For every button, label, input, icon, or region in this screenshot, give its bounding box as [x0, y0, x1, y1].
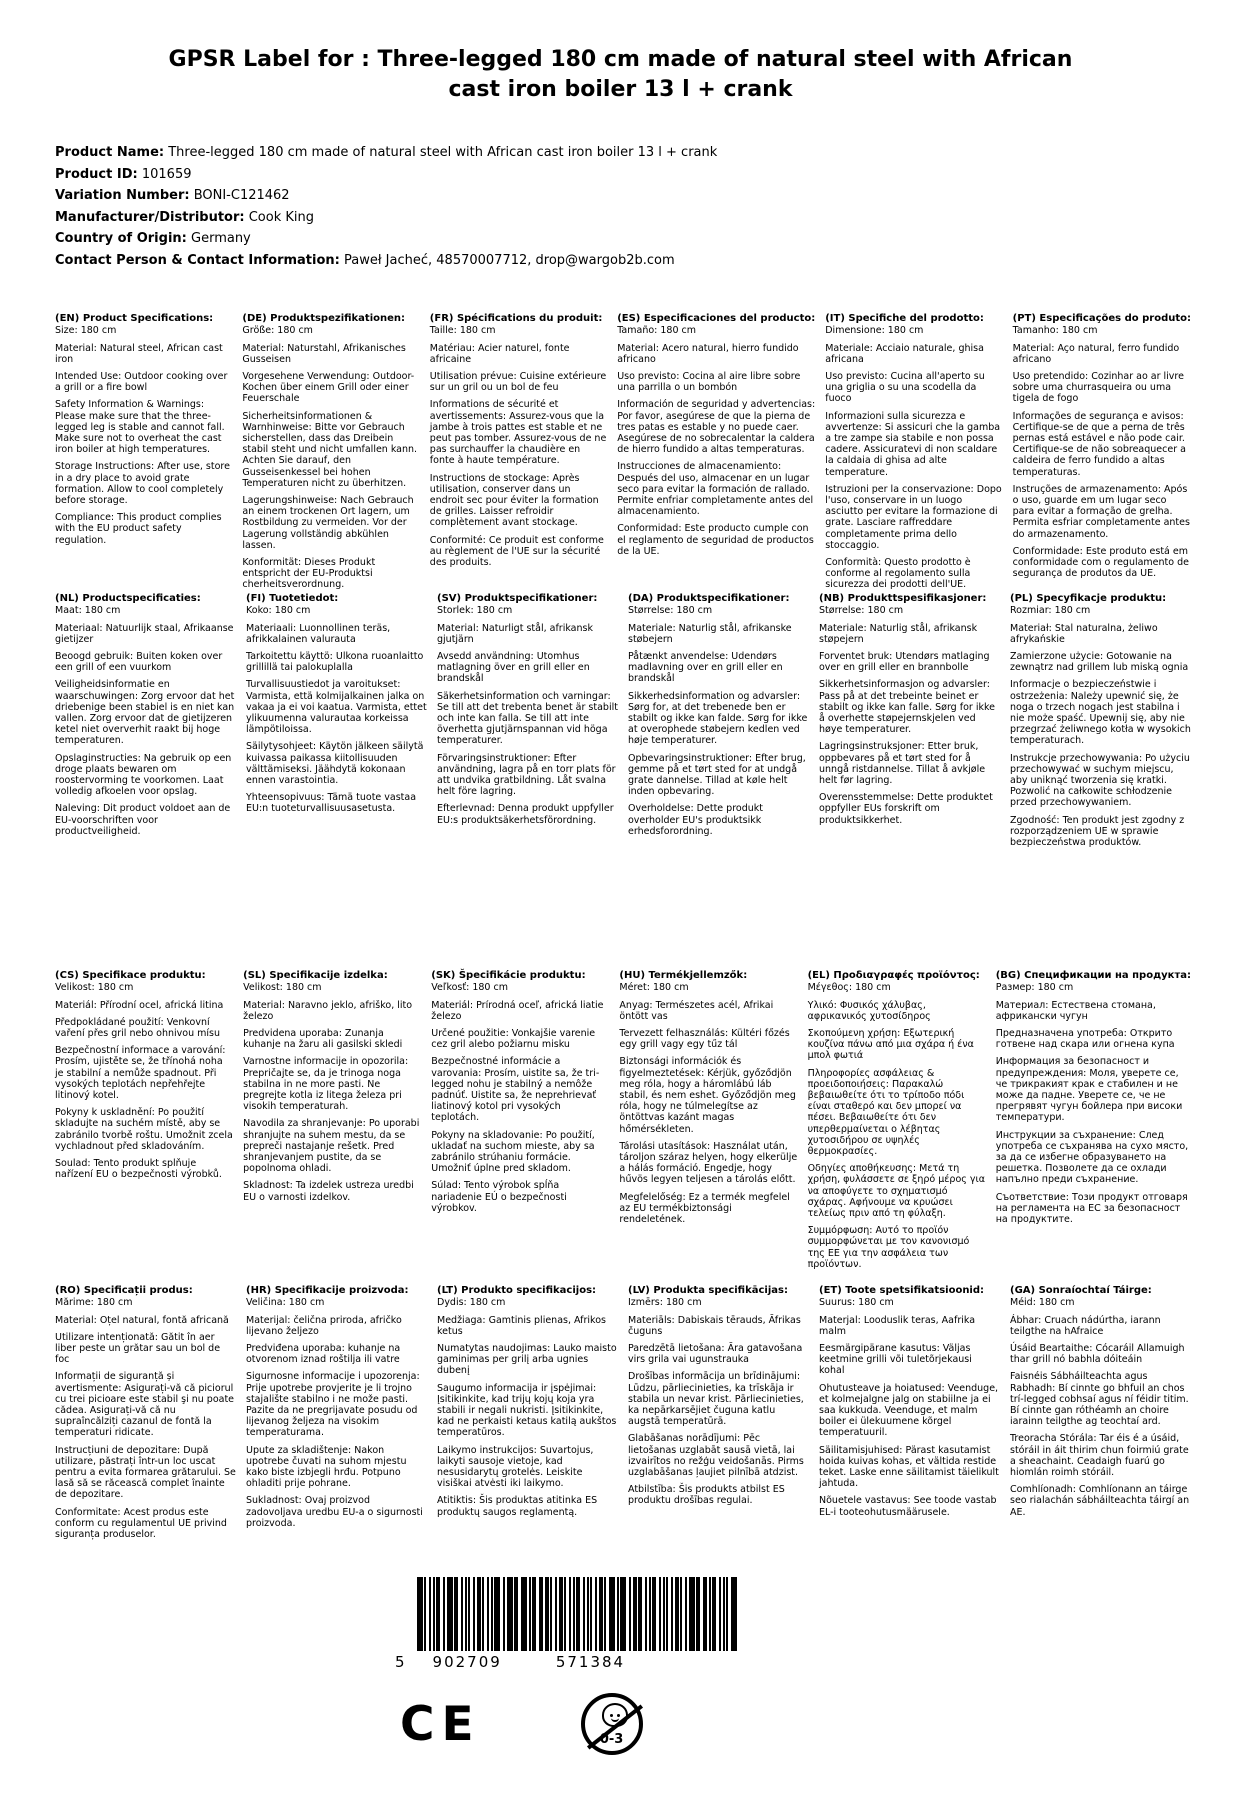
language-section-header: (ET) Toote spetsifikatsioonid:: [819, 1285, 985, 1297]
language-section-el: [808, 970, 986, 1270]
section-paragraph: Utilisation prévue: Cuisine extérieure sur un gril ou un bol de feu: [429, 370, 607, 394]
section-paragraph: Soulad: Tento produkt splňuje nařízení EU o bezpečnosti výrobků.: [55, 1158, 222, 1181]
section-paragraph: Atitiktis: Šis produktas atitinka ES produktų saugos reglamentą.: [437, 1495, 598, 1518]
section-paragraph: Bezpečnostní informace a varování: Prosím, ujistěte se, že třínohá noha je stabilní a nemůže spadnout. Při vysokých teplotách nepřehřejte litinový kotel.: [55, 1045, 226, 1101]
language-section-header: (IT) Specifiche del prodotto:: [825, 313, 984, 325]
section-paragraph: Compliance: This product complies with the EU product safety regulation.: [55, 512, 222, 546]
section-paragraph: Izmērs: 180 cm: [628, 1297, 702, 1309]
section-paragraph: Предназначена употреба: Открито готвене над скара или огнена купа: [995, 1027, 1175, 1051]
section-paragraph: Megfelelőség: Ez a termék megfelel az EU termékbiztonsági rendeletének.: [619, 1191, 790, 1226]
section-paragraph: Anyag: Természetes acél, Afrikai öntött vas: [619, 999, 774, 1022]
section-paragraph: Conformité: Ce produit est conforme au règlement de l'UE sur la sécurité des produits.: [429, 534, 604, 569]
language-section-header: (DA) Produktspecifikationer:: [628, 593, 790, 605]
language-section-header: (EN) Product Specifications:: [55, 313, 214, 325]
section-paragraph: Utilizare intenționată: Gătit în aer liber peste un grătar sau un bol de foc: [55, 1331, 221, 1366]
language-section-da: [628, 593, 809, 837]
section-paragraph: Materiál: Prírodná oceľ, africká liatie železo: [431, 999, 604, 1022]
section-paragraph: Informacje o bezpieczeństwie i ostrzeżenia: Należy upewnić się, że noga o trzech nogach jest stabilna i nie może spaść. Upewnij się, aby nie przegrzać żeliwnego kotła w wysokich temperaturach.: [1010, 679, 1191, 747]
section-paragraph: Materiale: Naturlig stål, afrikansk støpejern: [819, 622, 978, 645]
language-section-nb: [819, 593, 1000, 825]
language-section-header: (EL) Προδιαγραφές προϊόντος:: [807, 970, 980, 982]
section-paragraph: Zamierzone użycie: Gotowanie na zewnątrz nad grillem lub miską ognia: [1010, 650, 1189, 674]
section-paragraph: Ábhar: Cruach nádúrtha, iarann teilgthe na hAfraice: [1010, 1314, 1161, 1337]
section-paragraph: Biztonsági információk és figyelmeztetések: Kérjük, győződjön meg róla, hogy a háromlábú láb stabil, és nem eshet. Győződjön meg róla, hogy ne túlmelegítse az öntöttvas kazánt magas hőmérsékleten.: [619, 1056, 796, 1135]
section-paragraph: Koko: 180 cm: [246, 605, 311, 617]
section-paragraph: Conformidad: Este producto cumple con el reglamento de seguridad de productos de la UE.: [617, 523, 814, 557]
section-paragraph: Storlek: 180 cm: [437, 605, 513, 617]
section-paragraph: Avsedd användning: Utomhus matlagning över en grill eller en brandskål: [437, 650, 590, 685]
language-section-header: (HR) Specifikacije proizvoda:: [246, 1285, 409, 1297]
section-paragraph: Informations de sécurité et avertissements: Assurez-vous que la jambe à trois pattes est stable et ne peut pas tomber. Assurez-vous de ne pas surchauffer la chaudière en fonte à haute température.: [429, 399, 607, 467]
manufacturer-value: Cook King: [248, 209, 315, 225]
section-paragraph: Material: Naturstahl, Afrikanisches Gusseisen: [242, 342, 406, 365]
language-section-lt: [437, 1285, 618, 1517]
section-paragraph: Medžiaga: Gamtinis plienas, Afrikos ketus: [437, 1314, 606, 1337]
language-section-ga: [1010, 1285, 1191, 1517]
barcode-digit-group2: 571384: [555, 1653, 626, 1672]
section-paragraph: Conformidade: Este produto está em conformidade com o regulamento de segurança de produtos da UE.: [1012, 545, 1189, 580]
section-paragraph: Předpokládané použití: Venkovní vaření přes gril nebo ohnivou mísu: [55, 1016, 221, 1039]
section-paragraph: Varnostne informacije in opozorila: Prepričajte se, da je trinoga noga stabilna in ne more pasti. Ne pregrejte kotla iz litega železa pri visokih temperaturah.: [243, 1056, 409, 1113]
section-paragraph: Faisnéis Sábháilteachta agus Rabhadh: Bí cinnte go bhfuil an chos trí-legged cobhsaí agus ní féidir titim. Bí cinnte gan róthéamh an choire iarainn teilgthe ag teochtaí ard.: [1010, 1371, 1189, 1428]
section-paragraph: Materijal: čelična priroda, afričko lijevano željezo: [246, 1314, 402, 1337]
product-id-value: 101659: [141, 166, 192, 182]
section-paragraph: Instrukcje przechowywania: Po użyciu przechowywać w suchym miejscu, aby uniknąć tworzenia się kratki. Pozwolić na całkowite schłodzenie przed przechowywaniem.: [1010, 752, 1190, 809]
section-paragraph: Navodila za shranjevanje: Po uporabi shranjujte na suhem mestu, da se prepreči nastajanje rešetk. Pred shranjevanjem pustite, da se popolnoma ohladi.: [243, 1118, 420, 1175]
barcode-digit-left: 5: [395, 1653, 407, 1672]
section-paragraph: Размер: 180 cm: [995, 982, 1074, 994]
product-name-value: Three-legged 180 cm made of natural steel with African cast iron boiler 13 l + crank: [168, 145, 718, 161]
section-paragraph: Dydis: 180 cm: [437, 1297, 506, 1309]
language-section-fr: [430, 313, 607, 568]
section-paragraph: Material: Acero natural, hierro fundido africano: [617, 342, 799, 365]
product-name-line: [55, 142, 1186, 164]
section-paragraph: Informações de segurança e avisos: Certifique-se de que a perna de três pernas está estável e não pode cair. Certifique-se de não sobreaquecer a caldeira de ferro fundido a altas temperaturas.: [1012, 410, 1186, 478]
barcode-digit-group1: 902709: [432, 1653, 502, 1672]
section-paragraph: Förvaringsinstruktioner: Efter användning, lagra på en torr plats för att undvika gratbildning. Låt svalna helt före lagring.: [437, 752, 616, 798]
language-section-fi: [246, 593, 427, 814]
language-section-header: (SK) Špecifikácie produktu:: [431, 970, 586, 982]
section-paragraph: Comhlíonadh: Comhlíonann an táirge seo rialachán sábháilteachta táirgí an AE.: [1010, 1484, 1190, 1518]
section-paragraph: Größe: 180 cm: [242, 325, 313, 337]
language-grid-row-1: [55, 313, 1191, 593]
section-paragraph: Rozmiar: 180 cm: [1010, 605, 1091, 617]
variation-number-line: [55, 185, 1186, 207]
section-paragraph: Forventet bruk: Utendørs matlaging over en grill eller en brannbolle: [819, 650, 990, 674]
section-paragraph: Drošības informācija un brīdinājumi: Lūdzu, pārliecinieties, ka trīskāja ir stabila un nevar krist. Pārliecinieties, ka nepārkarsējiet čuguna katlu augstā temperatūrā.: [628, 1371, 804, 1428]
section-paragraph: Treoracha Stórála: Tar éis é a úsáid, stóráil in áit thirim chun foirmiú grate a sheachaint. Ceadaigh fuarú go hiomlán roimh stóráil.: [1010, 1433, 1189, 1479]
product-id-label: Product ID:: [55, 166, 138, 182]
section-paragraph: Informazioni sulla sicurezza e avvertenze: Si assicuri che la gamba a tre zampe sia stabile e non possa cadere. Assicuratevi di non scaldare la caldaia di ghisa ad alte temperature.: [825, 410, 1001, 478]
language-section-cs: [55, 970, 233, 1180]
section-paragraph: Material: Aço natural, ferro fundido africano: [1012, 342, 1180, 365]
section-paragraph: Materjal: Looduslik teras, Aafrika malm: [819, 1314, 976, 1337]
section-paragraph: Material: Naravno jeklo, afriško, lito železo: [243, 999, 413, 1022]
section-paragraph: Numatytas naudojimas: Lauko maisto gaminimas per grilį arba ugnies dubenį: [437, 1342, 617, 1377]
section-paragraph: Instrucțiuni de depozitare: După utilizare, păstrați într-un loc uscat pentru a evita formarea grătarului. Se lasă să se răcească complet înainte de depozitare.: [55, 1444, 236, 1501]
language-grid-row-4: [55, 1285, 1191, 1563]
section-paragraph: Maat: 180 cm: [55, 605, 121, 617]
section-paragraph: Bezpečnostné informácie a varovania: Prosím, uistite sa, že tri-legged nohu je stabilný a nemôže padnúť. Uistite sa, že neprehrievať liatinový kotol pri vysokých teplotách.: [431, 1056, 600, 1124]
section-paragraph: Súlad: Tento výrobok spĺňa nariadenie EÚ o bezpečnosti výrobkov.: [431, 1180, 567, 1214]
section-paragraph: Vorgesehene Verwendung: Outdoor-Kochen über einem Grill oder einer Feuerschale: [242, 370, 415, 405]
language-section-header: (PL) Specyfikacje produktu:: [1010, 593, 1167, 605]
language-section-pl: [1010, 593, 1191, 848]
age-warning-icon: [581, 1693, 643, 1755]
section-paragraph: Materiale: Naturlig stål, afrikanske støbejern: [628, 622, 792, 645]
language-section-header: (SL) Specifikacije izdelka:: [243, 970, 388, 982]
section-paragraph: Materiāls: Dabiskais tērauds, Āfrikas čuguns: [628, 1314, 801, 1337]
section-paragraph: Sukladnost: Ovaj proizvod zadovoljava uredbu EU-a o sigurnosti proizvoda.: [246, 1495, 423, 1529]
language-section-hu: [619, 970, 797, 1225]
section-paragraph: Veľkosť: 180 cm: [431, 982, 508, 994]
language-section-header: (BG) Спецификации на продукта:: [995, 970, 1191, 982]
section-paragraph: Materiaali: Luonnollinen teräs, afrikkalainen valurauta: [246, 622, 391, 645]
product-info-block: [55, 142, 1186, 271]
section-paragraph: Υλικό: Φυσικός χάλυβας, αφρικανικός χυτοσίδηρος: [807, 999, 931, 1022]
section-paragraph: Informații de siguranță și avertismente: Asigurați-vă că piciorul cu trei picioare este stabil şi nu poate cădea. Asigurați-vă că nu supraîncălziți cazanul de fontă la temperaturi ridicate.: [55, 1371, 235, 1439]
section-paragraph: Beoogd gebruik: Buiten koken over een grill of een vuurkom: [55, 650, 223, 674]
section-paragraph: Съответствие: Този продукт отговаря на регламента на ЕС за безопасност на продуктите.: [995, 1191, 1188, 1226]
section-paragraph: Intended Use: Outdoor cooking over a grill or a fire bowl: [55, 370, 228, 394]
section-paragraph: Opslaginstructies: Na gebruik op een droge plaats bewaren om roostervorming te voorkomen. Laat volledig afkoelen voor opslag.: [55, 752, 232, 798]
language-section-bg: [996, 970, 1191, 1225]
section-paragraph: Eesmärgipärane kasutus: Väljas keetmine grilli või tuletõrjekausi kohal: [819, 1342, 972, 1377]
section-paragraph: Size: 180 cm: [55, 325, 117, 337]
language-section-header: (LV) Produkta specifikācijas:: [628, 1285, 788, 1297]
variation-number-value: BONI-C121462: [193, 188, 290, 204]
section-paragraph: Velikost: 180 cm: [55, 982, 134, 994]
section-paragraph: Overholdelse: Dette produkt overholder EU's produktsikk erhedsforordning.: [628, 803, 763, 837]
section-paragraph: Istruzioni per la conservazione: Dopo l'uso, conservare in un luogo asciutto per evitare la formazione di grate. Lasciare raffreddare completamente prima dello stoccaggio.: [825, 483, 1002, 551]
section-paragraph: Uso previsto: Cocina al aire libre sobre una parrilla o un bombón: [617, 370, 801, 394]
section-paragraph: Sicherheitsinformationen & Warnhinweise: Bitte vor Gebrauch sicherstellen, dass das Dreibein stabil steht und nicht umfallen kann. Achten Sie darauf, den Gusseisenkessel bei hohen Temperaturen nicht zu überhitzen.: [242, 410, 418, 489]
section-paragraph: Paredzētā lietošana: Āra gatavošana virs grila vai ugunstrauka: [628, 1342, 803, 1366]
product-id-line: [55, 164, 1186, 186]
contact-label: Contact Person & Contact Information:: [55, 252, 340, 268]
section-paragraph: Overensstemmelse: Dette produktet oppfyller EUs forskrift om produktsikkerhet.: [819, 792, 993, 826]
country-of-origin-label: Country of Origin:: [55, 231, 187, 247]
section-paragraph: Συμμόρφωση: Αυτό το προϊόν συμμορφώνεται με τον κανονισμό της ΕΕ για την ασφάλεια των προϊόντων.: [807, 1225, 970, 1270]
manufacturer-line: [55, 207, 1186, 229]
language-section-pt: [1013, 313, 1191, 579]
language-section-header: (ES) Especificaciones del producto:: [617, 313, 816, 325]
language-grid-row-3: [55, 970, 1191, 1285]
language-section-sv: [437, 593, 618, 825]
section-paragraph: Opbevaringsinstruktioner: Efter brug, gemme på et tørt sted for at undgå grate dannelse. Tillad at køle helt inden opbevaring.: [628, 752, 806, 798]
age-warning-label: 0-3: [599, 1732, 624, 1748]
section-paragraph: Safety Information & Warnings: Please make sure that the three-legged leg is stable and cannot fall. Make sure not to overheat the cast iron boiler at high temperatures.: [55, 399, 225, 456]
language-section-header: (NB) Produkttspesifikasjoner:: [819, 593, 987, 605]
section-paragraph: Konformität: Dieses Produkt entspricht der EU-Produktsi cherheitsverordnung.: [242, 557, 376, 591]
ce-mark-icon: CE: [400, 1696, 481, 1752]
section-paragraph: Pokyny k uskladnění: Po použití skladujte na suchém místě, aby se zabránilo tvorbě roštu. Umožnit zcela vychladnout před skladováním.: [55, 1107, 233, 1152]
section-paragraph: Säkerhetsinformation och varningar: Se till att det trebenta benet är stabilt och inte kan falla. Se till att inte överhetta gjutjärnspannan vid höga temperaturer.: [437, 690, 618, 747]
section-paragraph: Pokyny na skladovanie: Po použití, ukladať na suchom mieste, aby sa zabránilo strúhaniu formácie. Umožniť úplne pred skladom.: [431, 1129, 595, 1175]
section-paragraph: Matériau: Acier naturel, fonte africaine: [429, 342, 570, 365]
section-paragraph: Efterlevnad: Denna produkt uppfyller EU:s produktsäkerhetsförordning.: [437, 803, 614, 826]
section-paragraph: Predvidena uporaba: Zunanja kuhanje na žaru ali gasilski skledi: [243, 1027, 403, 1051]
section-paragraph: Uso previsto: Cucina all'aperto su una griglia o su una scodella da fuoco: [825, 370, 985, 405]
section-paragraph: Οδηγίες αποθήκευσης: Μετά τη χρήση, φυλάσσετε σε ξηρό μέρος για να αποφύγετε το σχηματισμό σχάρας. Αφήνουμε να κρυώσει τελείως πριν από τη φύλαξη.: [807, 1163, 985, 1220]
section-paragraph: Materiał: Stal naturalna, żeliwo afrykańskie: [1010, 622, 1158, 645]
language-section-header: (HU) Termékjellemzők:: [619, 970, 748, 982]
language-section-header: (SV) Produktspecifikationer:: [437, 593, 598, 605]
language-section-it: [825, 313, 1002, 590]
section-paragraph: Materiál: Přírodní ocel, africká litina: [55, 999, 224, 1011]
section-paragraph: Инструкции за съхранение: След употреба се съхранява на сухо място, за да се избегне образуването на решетка. Позволете да се охлади напълно преди съхранение.: [995, 1129, 1189, 1186]
contact-line: [55, 250, 1186, 272]
section-paragraph: Instructions de stockage: Après utilisation, conserver dans un endroit sec pour éviter la formation de grilles. Laisser refroidir complètement avant stockage.: [429, 472, 599, 529]
section-paragraph: Suurus: 180 cm: [819, 1297, 894, 1309]
section-paragraph: Tervezett felhasználás: Kültéri főzés egy grill vagy egy tűz tál: [619, 1027, 790, 1051]
section-paragraph: Säilytysohjeet: Käytön jälkeen säilytä kuivassa paikassa kiitollisuuden välttämiseksi. Jäähdytä kokonaan ennen varastointia.: [246, 741, 424, 787]
section-paragraph: Ohutusteave ja hoiatused: Veenduge, et kolmejalgne jalg on stabiilne ja ei saa kukkuda. Veenduge, et malm boiler ei ülekuumene kõrgel temperatuuril.: [819, 1382, 999, 1439]
section-paragraph: Størrelse: 180 cm: [819, 605, 904, 617]
section-paragraph: Μέγεθος: 180 cm: [807, 982, 891, 994]
section-paragraph: Skladnost: Ta izdelek ustreza uredbi EU o varnosti izdelkov.: [243, 1180, 414, 1203]
section-paragraph: Σκοπούμενη χρήση: Εξωτερική κουζίνα πάνω από μια σχάρα ή ένα μπολ φωτιά: [807, 1027, 974, 1062]
variation-number-label: Variation Number:: [55, 188, 190, 204]
section-paragraph: Material: Naturligt stål, afrikansk gjutjärn: [437, 622, 593, 645]
language-section-header: (FI) Tuotetiedot:: [246, 593, 339, 605]
section-paragraph: Atbilstība: Šis produkts atbilst ES produktu drošības regulai.: [628, 1484, 785, 1507]
section-paragraph: Zgodność: Ten produkt jest zgodny z rozporządzeniem UE w sprawie bezpieczeństwa produktów.: [1010, 814, 1185, 849]
section-paragraph: Upute za skladištenje: Nakon upotrebe čuvati na suhom mjestu kako biste izbjegli hrđu. Potpuno ohladiti prije pohrane.: [246, 1444, 407, 1490]
section-paragraph: Určené použitie: Vonkajšie varenie cez gril alebo požiarnu misku: [431, 1027, 596, 1051]
section-paragraph: Lagringsinstruksjoner: Etter bruk, oppbevares på et tørt sted for å unngå ristdannelse. Tillat å avkjøle helt før lagring.: [819, 741, 986, 787]
manufacturer-label: Manufacturer/Distributor:: [55, 209, 245, 225]
language-section-header: (LT) Produkto specifikacijos:: [437, 1285, 597, 1297]
barcode-bars: [417, 1577, 665, 1651]
language-section-header: (FR) Spécifications du produit:: [429, 313, 603, 325]
section-paragraph: Veličina: 180 cm: [246, 1297, 325, 1309]
country-of-origin-line: [55, 228, 1186, 250]
section-paragraph: Velikost: 180 cm: [243, 982, 322, 994]
language-section-sk: [431, 970, 609, 1214]
section-paragraph: Tárolási utasítások: Használat után, tároljon száraz helyen, hogy elkerülje a hálás formáció. Engedje, hogy hűvös legyen teljesen a tárolás előtt.: [619, 1140, 798, 1186]
section-paragraph: Sikkerhedsinformation og advarsler: Sørg for, at det trebenede ben er stabilt og ikke kan falde. Sørg for ikke at overophede støbejern kedlen ved høje temperaturer.: [628, 690, 808, 747]
section-paragraph: Méid: 180 cm: [1010, 1297, 1075, 1309]
section-paragraph: Nõuetele vastavus: See toode vastab EL-i tooteohutusmäärusele.: [819, 1495, 997, 1518]
section-paragraph: Mărime: 180 cm: [55, 1297, 133, 1309]
section-paragraph: Conformità: Questo prodotto è conforme al regolamento sulla sicurezza dei prodotti dell'UE.: [825, 557, 971, 591]
section-paragraph: Conformitate: Acest produs este conform cu regulamentul UE privind siguranța produselor.: [55, 1506, 227, 1541]
section-paragraph: Lagerungshinweise: Nach Gebrauch an einem trockenen Ort lagern, um Rostbildung zu vermeiden. Vor der Lagerung vollständig abkühlen lassen.: [242, 495, 414, 551]
section-paragraph: Материал: Естествена стомана, африкански чугун: [995, 999, 1156, 1022]
language-section-et: [819, 1285, 1000, 1517]
section-paragraph: Turvallisuustiedot ja varoitukset: Varmista, että kolmijalkainen jalka on vakaa ja ei voi kaatua. Varmista, ettet ylikuumenna valurautaa korkeissa lämpötiloissa.: [246, 679, 427, 736]
barcode-digits: [395, 1653, 665, 1671]
language-section-header: (CS) Specifikace produktu:: [55, 970, 206, 982]
section-paragraph: Predviđena uporaba: kuhanje na otvorenom iznad roštilja ili vatre: [246, 1342, 401, 1366]
section-paragraph: Uso pretendido: Cozinhar ao ar livre sobre uma churrasqueira ou uma tigela de fogo: [1012, 370, 1184, 405]
language-section-en: [55, 313, 232, 545]
contact-value: Paweł Jacheć, 48570007712, drop@wargob2b.com: [344, 252, 675, 268]
section-paragraph: Påtænkt anvendelse: Udendørs madlavning over en grill eller en brandskål: [628, 650, 783, 685]
certification-marks: [400, 1693, 1241, 1755]
page-title: GPSR Label for : Three-legged 180 cm made of natural steel with African cast iron boiler 13 l + crank: [168, 47, 1073, 102]
language-section-hr: [246, 1285, 427, 1529]
section-paragraph: Säilitamisjuhised: Pärast kasutamist hoida kuivas kohas, et vältida restide teket. Laske enne säilitamist täielikult jahtuda.: [819, 1444, 999, 1490]
section-paragraph: Material: Oțel natural, fontă africană: [55, 1314, 229, 1326]
language-section-header: (DE) Produktspezifikationen:: [242, 313, 406, 325]
language-section-es: [617, 313, 815, 557]
language-section-lv: [628, 1285, 809, 1506]
section-paragraph: Úsáid Beartaithe: Cócaráil Allamuigh thar grill nó babhla dóiteáin: [1010, 1342, 1185, 1366]
language-section-ro: [55, 1285, 236, 1540]
language-section-header: (GA) Sonraíochtaí Táirge:: [1010, 1285, 1152, 1297]
section-paragraph: Saugumo informacija ir įspėjimai: Įsitikinkite, kad trijų kojų koja yra stabili ir negali nukristi. Įsitikinkite, kad ne perkaisti ketaus katilą aukštos temperatūros.: [437, 1382, 617, 1439]
section-paragraph: Информация за безопасност и предупреждения: Моля, уверете се, че трикракият крак е стабилен и не може да падне. Уверете се, че не прегрявят чугун бойлера при високи температури.: [995, 1056, 1183, 1124]
product-name-label: Product Name:: [55, 145, 165, 161]
section-paragraph: Laikymo instrukcijos: Suvartojus, laikyti sausoje vietoje, kad nesusidarytų grotelės. Leiskite visiškai atvėsti iki laikymo.: [437, 1444, 594, 1490]
section-paragraph: Méret: 180 cm: [619, 982, 689, 994]
section-paragraph: Storage Instructions: After use, store in a dry place to avoid grate formation. Allow to cool completely before storage.: [55, 461, 230, 507]
section-paragraph: Instruções de armazenamento: Após o uso, guarde em um lugar seco para evitar a formação de grelha. Permita esfriar completamente antes do armazenamento.: [1012, 483, 1190, 540]
language-section-sl: [243, 970, 421, 1202]
section-paragraph: Yhteensopivuus: Tämä tuote vastaa EU:n tuoteturvallisuusasetusta.: [246, 792, 417, 815]
language-grid-row-2: [55, 593, 1191, 970]
section-paragraph: Información de seguridad y advertencias: Por favor, asegúrese de que la pierna de tres patas es estable y no puede caer. Asegúrese de no sobrecalentar la caldera de hierro fundido a altas temperaturas.: [617, 399, 816, 456]
section-paragraph: Sikkerhetsinformasjon og advarsler: Pass på at det trebeinte beinet er stabilt og ikke kan falle. Sørg for ikke å overhette støpejernskjelen ved høye temperaturer.: [819, 679, 995, 736]
language-section-de: [242, 313, 419, 590]
section-paragraph: Materiaal: Natuurlijk staal, Afrikaanse gietijzer: [55, 622, 234, 645]
section-paragraph: Tarkoitettu käyttö: Ulkona ruoanlaitto grillillä tai palokuplalla: [246, 650, 424, 674]
barcode: [395, 1577, 665, 1671]
section-paragraph: Instrucciones de almacenamiento: Después del uso, almacenar en un lugar seco para evitar la formación de rallado. Permite enfriar completamente antes del almacenamiento.: [617, 461, 814, 518]
section-paragraph: Material: Natural steel, African cast iron: [55, 342, 223, 365]
section-paragraph: Glabāšanas norādījumi: Pēc lietošanas uzglabāt sausā vietā, lai izvairītos no režģu veidošanās. Pirms uzglabāšanas ļaujiet pilnībā atdzist.: [628, 1433, 804, 1479]
section-paragraph: Taille: 180 cm: [429, 325, 496, 337]
section-paragraph: Dimensione: 180 cm: [825, 325, 924, 337]
country-of-origin-value: Germany: [191, 231, 251, 247]
section-paragraph: Πληροφορίες ασφάλειας & προειδοποιήσεις: Παρακαλώ βεβαιωθείτε ότι το τρίποδο πόδι είναι σταθερό και δεν μπορεί να πέσει. Βεβαιωθείτε ότι δεν υπερθερμαίνεται ο λέβητας χυτοσιδήρου σε υψηλές θερμοκρασίες.: [807, 1067, 965, 1158]
section-paragraph: Tamaño: 180 cm: [617, 325, 696, 337]
language-section-header: (RO) Specificații produs:: [55, 1285, 193, 1297]
section-paragraph: Sigurnosne informacije i upozorenja: Prije upotrebe provjerite je li trojno stajalište stabilno i ne može pasti. Pazite da ne pregrijavate posudu od lijevanog željeza na visokim temperaturama.: [246, 1371, 420, 1439]
section-paragraph: Veiligheidsinformatie en waarschuwingen: Zorg ervoor dat het driebenige been stabiel is en niet kan vallen. Zorg ervoor dat de gietijzeren ketel niet oververhit raakt bij hoge temperaturen.: [55, 679, 235, 747]
section-paragraph: Tamanho: 180 cm: [1012, 325, 1098, 337]
section-paragraph: Materiale: Acciaio naturale, ghisa africana: [825, 342, 984, 365]
language-section-nl: [55, 593, 236, 837]
section-paragraph: Størrelse: 180 cm: [628, 605, 713, 617]
language-section-header: (PT) Especificações do produto:: [1012, 313, 1191, 325]
language-section-header: (NL) Productspecificaties:: [55, 593, 201, 605]
section-paragraph: Naleving: Dit product voldoet aan de EU-voorschriften voor productveiligheid.: [55, 803, 231, 837]
